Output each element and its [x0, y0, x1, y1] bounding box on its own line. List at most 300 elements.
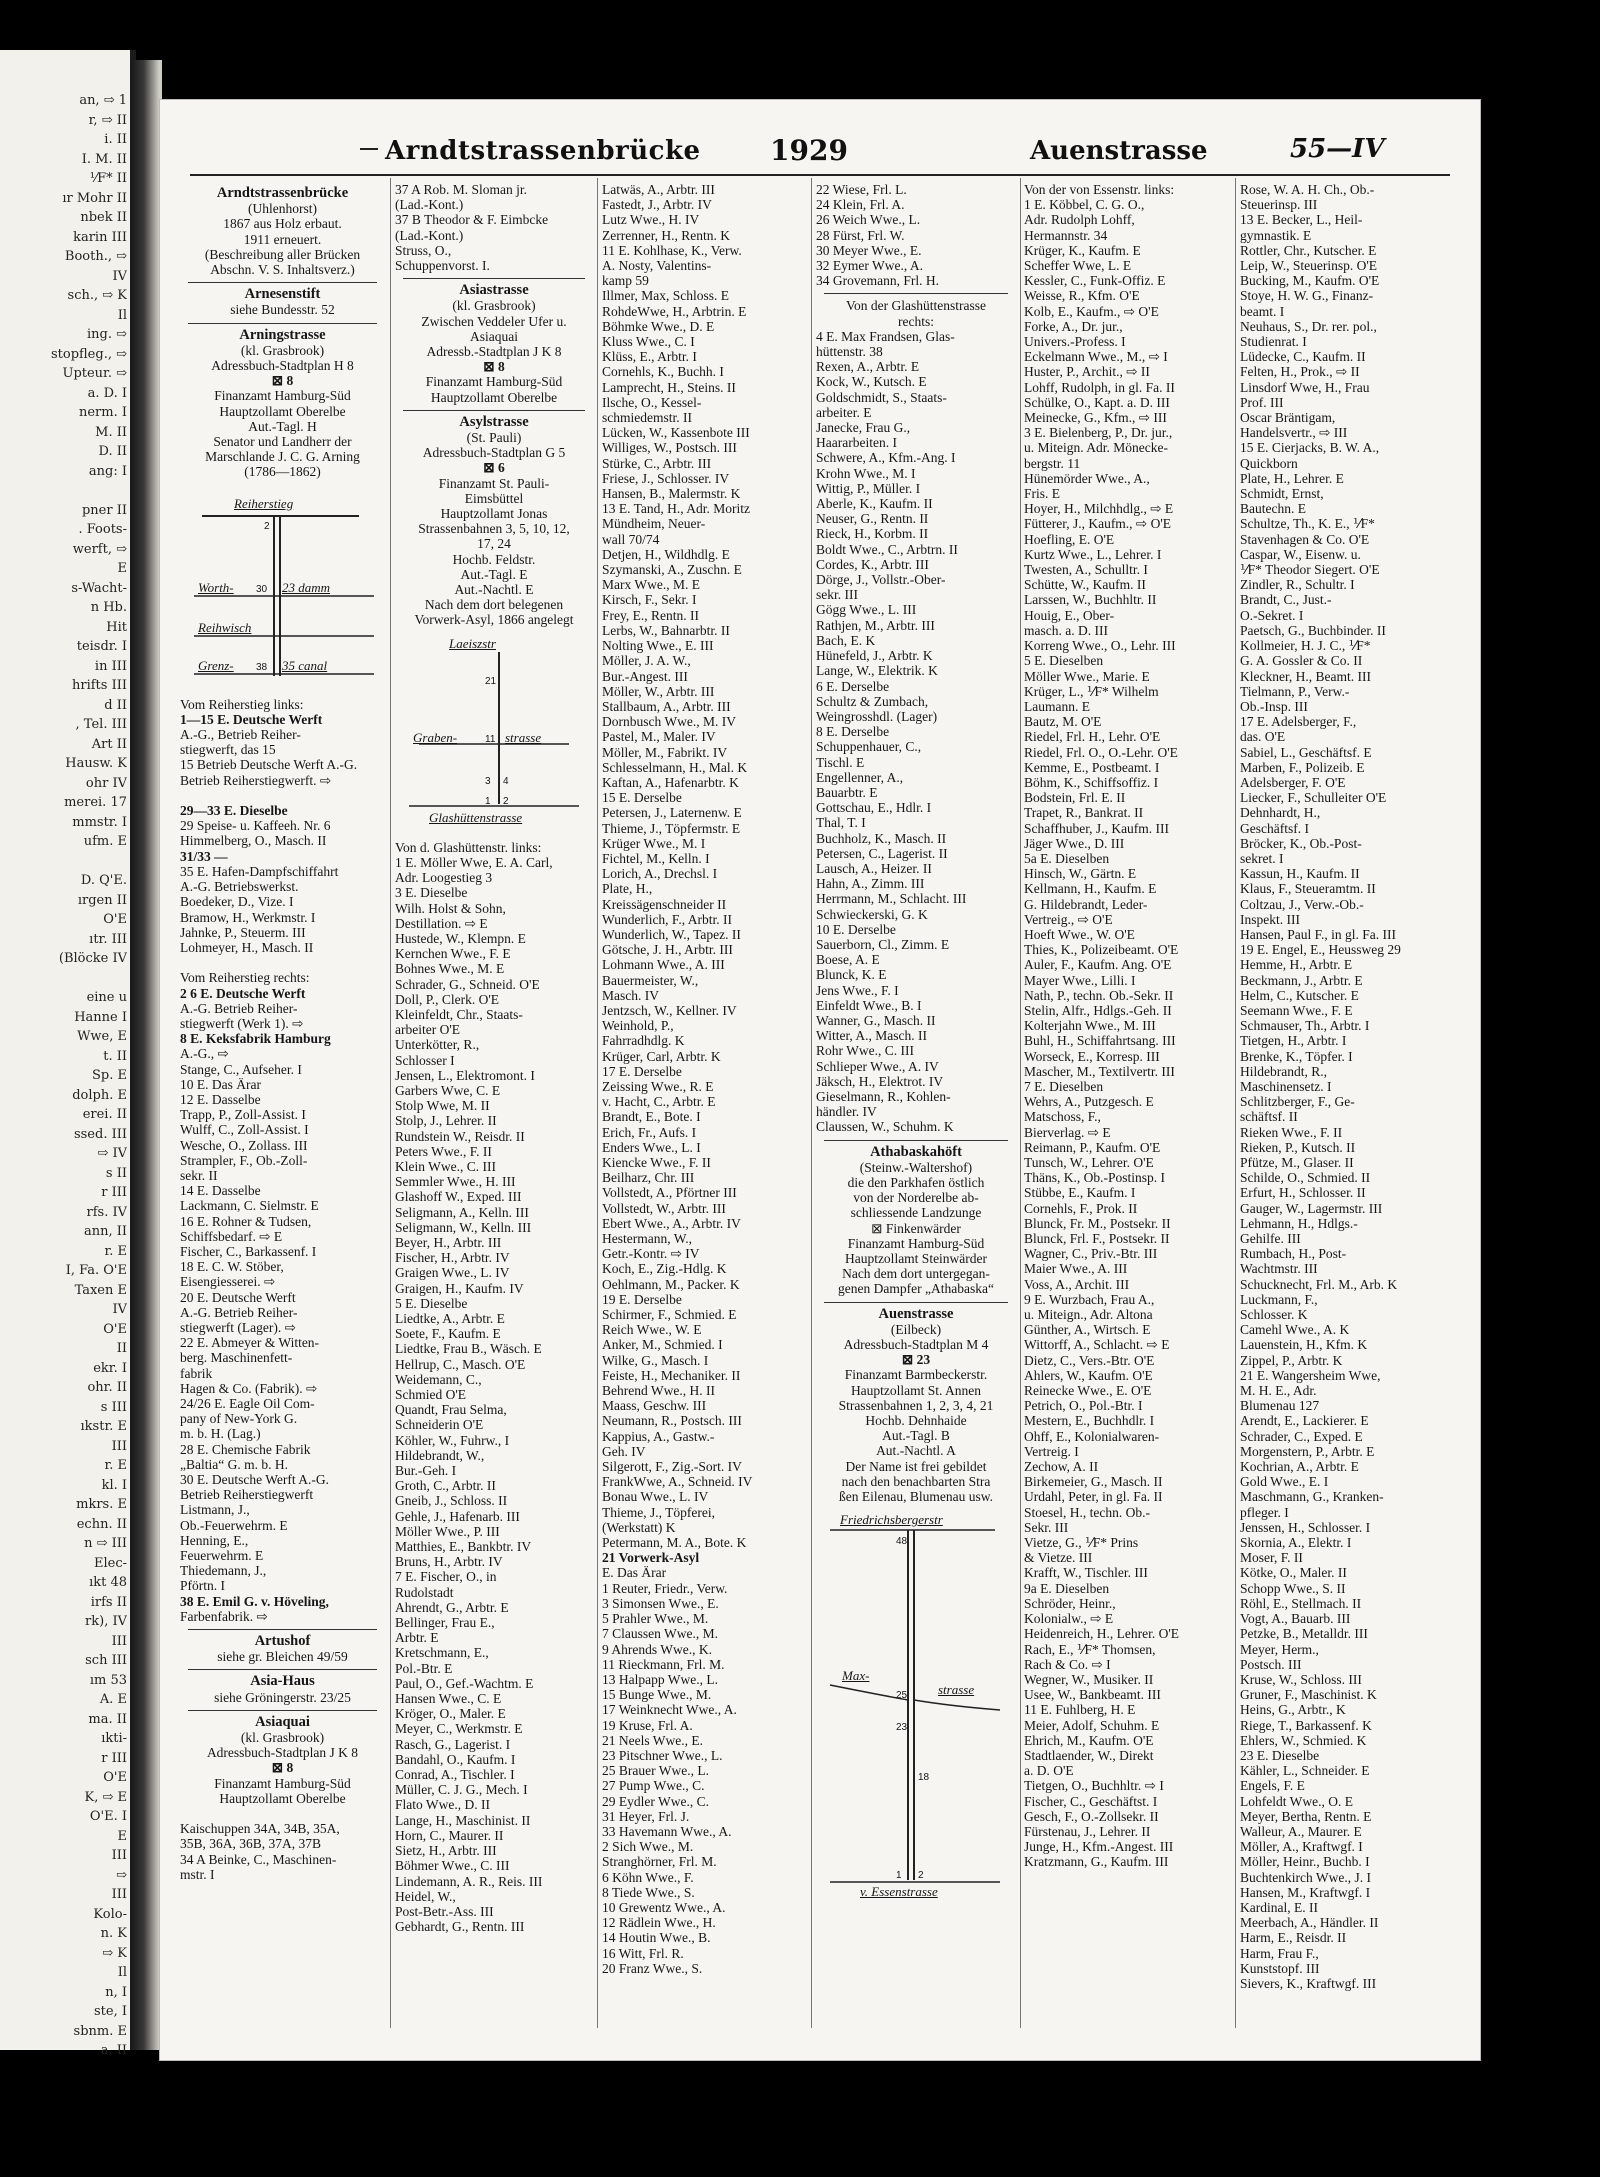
directory-entry: Vom Reiherstieg rechts: — [180, 970, 310, 986]
directory-entry: a. D. O'E — [1024, 1763, 1074, 1779]
directory-entry: Friese, J., Schlosser. IV — [602, 470, 730, 486]
directory-entry: Wagner, C., Priv.-Btr. III — [1024, 1246, 1158, 1262]
directory-entry: 5 E. Dieselbe — [395, 1295, 468, 1311]
directory-entry: Pförtn. I — [180, 1578, 225, 1594]
directory-entry: 7 E. Fischer, O., in — [395, 1569, 497, 1585]
directory-entry: Seemann Wwe., F. E — [1240, 1002, 1353, 1018]
directory-entry: gymnastik. E — [1240, 227, 1312, 243]
directory-entry: m. b. H. (Lag.) — [180, 1426, 261, 1442]
directory-entry: 10 E. Derselbe — [816, 921, 896, 937]
directory-entry: Lange, H., Maschinist. II — [395, 1812, 531, 1828]
left-page-text: ıkstr. E — [80, 1419, 127, 1434]
directory-entry: 14 Houtin Wwe., B. — [602, 1930, 711, 1946]
map-house-number: 30 — [256, 583, 268, 595]
directory-entry: Horn, C., Maurer. II — [395, 1827, 504, 1843]
directory-entry: Kassun, H., Kaufm. II — [1240, 866, 1360, 882]
directory-entry: Handelsvertr., ⇨ III — [1240, 425, 1348, 441]
directory-entry: Gehilfe. III — [1240, 1231, 1301, 1247]
directory-entry: Hoefling, E. O'E — [1024, 531, 1115, 547]
directory-entry: Kochrian, A., Arbtr. E — [1240, 1459, 1359, 1475]
directory-entry: Bramow, H., Werkmstr. I — [180, 909, 316, 925]
directory-entry: Klaus, F., Steueramtm. II — [1240, 881, 1376, 897]
left-page-text: sch III — [85, 1653, 127, 1668]
directory-entry: RohdeWwe, H., Arbtrin. E — [602, 303, 747, 319]
left-page-text: E — [117, 1828, 127, 1844]
directory-entry: Ohff, E., Kolonialwaren- — [1024, 1428, 1160, 1444]
directory-entry: Liecker, F., Schulleiter O'E — [1240, 790, 1387, 806]
directory-entry: 2 Sich Wwe., M. — [602, 1839, 694, 1855]
directory-entry: Seligmann, W., Kelln. III — [395, 1219, 532, 1235]
directory-entry: Marben, F., Polizeib. E — [1240, 759, 1365, 775]
directory-entry: Zwischen Veddeler Ufer u. — [421, 313, 567, 329]
directory-entry: Hauptzollamt St. Annen — [850, 1382, 982, 1398]
directory-entry: Thieme, J., Töpfermstr. E — [602, 820, 741, 836]
header-left-street: Arndtstrassenbrücke — [385, 136, 701, 166]
directory-entry: Aut.-Tagl. H — [248, 418, 317, 434]
left-page-text: Hanne I — [74, 1009, 127, 1025]
directory-entry: Hauptzollamt Oberelbe — [219, 1790, 346, 1806]
left-page-text: II — [116, 1341, 127, 1356]
directory-entry: Feiste, H., Mechaniker. II — [602, 1367, 741, 1383]
directory-entry: Jensen, L., Elektromont. I — [395, 1067, 535, 1083]
directory-entry: Bucking, M., Kaufm. O'E — [1240, 273, 1380, 289]
directory-entry: (St. Pauli) — [466, 430, 522, 446]
directory-entry: (Werkstatt) K — [602, 1519, 676, 1535]
directory-entry: Kähler, L., Schneider. E — [1240, 1763, 1370, 1779]
left-page-text: hrifts III — [72, 678, 127, 693]
directory-entry: 15 E. Derselbe — [602, 790, 682, 806]
directory-entry: Buchtenkirch Wwe., J. I — [1240, 1869, 1371, 1885]
directory-entry: Petzke, B., Metalldr. III — [1240, 1626, 1368, 1642]
directory-entry: Blunck, K. E — [816, 967, 887, 983]
directory-entry: Möller, Heinr., Buchb. I — [1240, 1854, 1370, 1870]
directory-entry: Ehrich, M., Kaufm. O'E — [1024, 1732, 1154, 1748]
directory-entry: Inspekt. III — [1240, 911, 1300, 927]
column-2 — [395, 182, 593, 2022]
directory-entry: Lüdecke, C., Kaufm. II — [1240, 349, 1366, 365]
left-page-text: eine u — [86, 990, 127, 1005]
directory-entry: Geh. IV — [602, 1443, 646, 1459]
directory-entry: Finanzamt Hamburg-Süd — [214, 1775, 351, 1791]
left-page-text: s II — [105, 1165, 127, 1181]
directory-entry: Enders Wwe., L. I — [602, 1139, 701, 1155]
directory-entry: Rudolstadt — [395, 1584, 454, 1600]
street-heading: Artushof — [254, 1633, 311, 1650]
directory-entry: FrankWwe, A., Schneid. IV — [602, 1474, 753, 1490]
column-divider — [597, 178, 598, 2028]
map-street-label: 35 canal — [282, 657, 328, 673]
left-page-text: ann, II — [83, 1224, 127, 1239]
directory-entry: Möller Wwe., Marie. E — [1024, 668, 1150, 684]
directory-entry: Zindler, R., Schultr. I — [1240, 577, 1355, 593]
left-page-text: Hit — [106, 619, 127, 635]
left-page-text: III — [111, 1887, 127, 1902]
directory-entry: Rach & Co. ⇨ I — [1024, 1656, 1111, 1672]
directory-entry: Haararbeiten. I — [816, 435, 897, 451]
directory-entry: Schlosser I — [395, 1052, 455, 1068]
directory-entry: Linsdorf Wwe, H., Frau — [1240, 379, 1370, 395]
map-house-number: 48 — [896, 1536, 908, 1548]
directory-entry: Neumann, R., Postsch. III — [602, 1413, 742, 1429]
left-page-text: O'E. I — [89, 1809, 127, 1824]
directory-entry: Schucknecht, Frl. M., Arb. K — [1240, 1276, 1398, 1292]
directory-entry: Prof. III — [1240, 394, 1284, 410]
directory-entry: Wilh. Holst & Sohn, — [395, 900, 506, 916]
directory-entry: Lange, W., Elektrik. K — [816, 663, 938, 679]
directory-entry: Fütterer, J., Kaufm., ⇨ O'E — [1024, 516, 1172, 532]
directory-entry: 21 E. Wangersheim Wwe, — [1240, 1367, 1381, 1383]
directory-entry: 2 6 E. Deutsche Werft — [180, 985, 306, 1001]
directory-entry: 17 E. Adelsberger, F., — [1240, 714, 1357, 730]
directory-entry: Kluss Wwe., C. I — [602, 334, 695, 350]
left-page-fragment — [0, 50, 136, 2058]
directory-entry: Beilharz, Chr. III — [602, 1170, 695, 1186]
directory-entry: Kolb, E., Kaufm., ⇨ O'E — [1024, 303, 1159, 319]
directory-entry: Schopp Wwe., S. II — [1240, 1580, 1346, 1596]
directory-entry: Kurtz Wwe., L., Lehrer. I — [1024, 546, 1162, 562]
directory-entry: Anker, M., Schmied. I — [602, 1337, 723, 1353]
directory-entry: Usee, W., Bankbeamt. III — [1024, 1687, 1161, 1703]
street-heading: Asiaquai — [255, 1713, 310, 1730]
directory-entry: Stange, C., Aufseher. I — [180, 1061, 302, 1077]
directory-entry: (kl. Grasbrook) — [240, 1730, 325, 1746]
directory-entry: Krüger, L., ⅟F* Wilhelm — [1024, 683, 1159, 699]
left-page-text: ıkt 48 — [89, 1575, 127, 1590]
directory-entry: Tischl. E — [816, 754, 865, 770]
directory-entry: 23 Pitschner Wwe., L. — [602, 1747, 723, 1763]
directory-entry: E. Das Ärar — [602, 1565, 667, 1581]
directory-entry: Gottschau, E., Hdlr. I — [816, 800, 932, 816]
directory-entry: 30 E. Deutsche Werft A.-G. — [180, 1472, 330, 1488]
directory-entry: Rasch, G., Lagerist. I — [395, 1736, 511, 1752]
directory-entry: Arendt, E., Lackierer. E — [1240, 1413, 1369, 1429]
left-page-text: ing. ⇨ — [86, 327, 127, 342]
directory-entry: Cornehls, F., Prok. II — [1024, 1200, 1138, 1216]
directory-entry: 1—15 E. Deutsche Werft — [180, 711, 323, 727]
directory-entry: G. Hildebrandt, Leder- — [1024, 896, 1148, 912]
directory-entry: Lohmann Wwe., A. III — [602, 957, 725, 973]
directory-entry: Strassenbahnen 1, 2, 3, 4, 21 — [838, 1397, 994, 1413]
directory-entry: Kolonialw., ⇨ E — [1024, 1611, 1114, 1627]
directory-entry: Schirmer, F., Schmied. E — [602, 1307, 737, 1323]
directory-entry: Peters Wwe., F. II — [395, 1143, 492, 1159]
directory-entry: Auler, F., Kaufm. Ang. O'E — [1024, 957, 1172, 973]
directory-entry: Hochb. Dehnhaide — [865, 1413, 967, 1429]
directory-entry: Stranghörner, Frl. M. — [602, 1854, 717, 1870]
column-4 — [816, 182, 1016, 2022]
left-page-text: stopfleg., ⇨ — [50, 346, 127, 362]
directory-entry: (Lad.-Kont.) — [395, 227, 464, 243]
directory-entry: 19 E. Engel, E., Heussweg 29 — [1240, 942, 1401, 958]
directory-entry: beamt. I — [1240, 303, 1285, 319]
map-house-number: 23 — [896, 1722, 908, 1734]
directory-entry: Krüger, Carl, Arbtr. K — [602, 1048, 721, 1064]
directory-entry: Gögg Wwe., L. III — [816, 602, 917, 618]
directory-entry: Lutz Wwe., H. IV — [602, 212, 700, 228]
directory-entry: (Eilbeck) — [890, 1321, 942, 1337]
left-page-text: pner II — [81, 502, 127, 518]
directory-entry: Meyer, Herm., — [1240, 1641, 1319, 1657]
directory-entry: 32 Eymer Wwe., A. — [816, 258, 923, 274]
directory-entry: Kaftan, A., Hafenarbtr. K — [602, 774, 739, 790]
directory-entry: Kernchen Wwe., F. E — [395, 946, 511, 962]
directory-entry: Schülke, O., Kapt. a. D. III — [1024, 394, 1170, 410]
directory-entry: Vertreig., ⇨ O'E — [1024, 911, 1113, 927]
directory-entry: Schmied O'E — [395, 1387, 467, 1402]
directory-entry: Zeissing Wwe., R. E — [602, 1078, 714, 1094]
directory-entry: Tunsch, W., Lehrer. O'E — [1024, 1155, 1154, 1170]
directory-entry: Mestern, E., Buchhdlr. I — [1024, 1413, 1155, 1429]
directory-entry: 1911 erneuert. — [243, 231, 322, 247]
directory-entry: ßen Eilenau, Blumenau usw. — [839, 1489, 993, 1505]
directory-entry: Hemme, H., Arbtr. E — [1240, 957, 1353, 973]
directory-entry: Helm, C., Kutscher. E — [1240, 987, 1359, 1003]
directory-entry: 7 E. Dieselben — [1024, 1078, 1104, 1094]
directory-entry: 5a E. Dieselben — [1024, 850, 1110, 866]
directory-entry: Wanner, G., Masch. II — [816, 1012, 936, 1028]
directory-entry: Farbenfabrik. ⇨ — [180, 1608, 268, 1624]
left-page-text: Booth., ⇨ — [64, 249, 127, 264]
directory-entry: 8 E. Keksfabrik Hamburg — [180, 1031, 331, 1047]
directory-entry — [180, 788, 385, 803]
directory-entry: Lerbs, W., Bahnarbtr. II — [602, 622, 730, 638]
directory-entry: sekret. I — [1240, 850, 1284, 866]
directory-entry: Wachtmstr. III — [1240, 1261, 1318, 1277]
directory-entry: Krüger, K., Kaufm. E — [1024, 242, 1141, 258]
directory-entry: Scheffer Wwe, L. E — [1024, 258, 1132, 274]
directory-entry: stiegwerft (Werk 1). ⇨ — [180, 1015, 304, 1031]
directory-entry: Stelin, Alfr., Hdlgs.-Geh. II — [1024, 1002, 1172, 1018]
directory-entry: 17 E. Derselbe — [602, 1063, 682, 1079]
street-heading: Asylstrasse — [459, 413, 529, 430]
directory-entry: Szymanski, A., Zuschn. E — [602, 562, 742, 578]
left-page-text: s III — [100, 1399, 127, 1415]
directory-entry: Fastedt, J., Arbtr. IV — [602, 197, 712, 213]
directory-entry: Kunststopf. III — [1240, 1960, 1320, 1976]
directory-entry: (Uhlenhorst) — [248, 201, 317, 217]
directory-entry: Gruner, F., Maschinist. K — [1240, 1687, 1377, 1703]
directory-entry: Hoyer, H., Milchhdlg., ⇨ E — [1024, 501, 1174, 517]
directory-entry: Stallbaum, A., Arbtr. III — [602, 698, 731, 714]
column-1 — [180, 182, 385, 2022]
directory-entry: 9 E. Wurzbach, Frau A., — [1024, 1291, 1155, 1307]
directory-entry: Stadtlaender, W., Direkt — [1024, 1747, 1154, 1763]
directory-entry: Weinhold, P., — [602, 1018, 674, 1034]
book-gutter — [132, 60, 162, 2050]
directory-entry: M. H. E., Adr. — [1240, 1383, 1317, 1399]
directory-entry: Hildebrandt, R., — [1240, 1063, 1327, 1079]
directory-entry: Garbers Wwe, C. E — [395, 1082, 501, 1098]
left-page-text: rfs. IV — [86, 1204, 127, 1220]
directory-entry: Hauptzollamt Oberelbe — [219, 403, 346, 419]
directory-entry: Doll, P., Clerk. O'E — [395, 991, 500, 1007]
directory-entry: & Vietze. III — [1024, 1550, 1093, 1566]
directory-entry: Erfurt, H., Schlosser. II — [1240, 1185, 1366, 1201]
directory-entry: Böhmke Wwe., D. E — [602, 318, 715, 334]
directory-entry: Meyer, Bertha, Rentn. E — [1240, 1808, 1372, 1824]
directory-entry: siehe Bundesstr. 52 — [230, 302, 335, 318]
directory-entry: Adressbuch-Stadtplan J K 8 — [206, 1745, 359, 1761]
directory-entry: A.-G., Betrieb Reiher- — [180, 727, 301, 743]
left-page-text: r III — [101, 1750, 127, 1766]
directory-entry: Reimann, P., Kaufm. O'E — [1024, 1139, 1161, 1155]
directory-entry: Von der von Essenstr. links: — [1024, 182, 1175, 197]
directory-entry: 11 E. Fuhlberg, H. E — [1024, 1702, 1136, 1718]
directory-entry: Adelsberger, F. O'E — [1240, 774, 1346, 790]
directory-entry: 29—33 E. Dieselbe — [180, 803, 288, 819]
directory-entry: stiegwerft (Lager). ⇨ — [180, 1319, 296, 1335]
header-dash — [360, 148, 378, 150]
directory-entry: Claussen, W., Schuhm. K — [816, 1119, 954, 1135]
directory-entry: Petersen, C., Lagerist. II — [816, 845, 948, 861]
directory-entry: Krüger Wwe., M. I — [602, 835, 706, 851]
left-page-text: teisdr. I — [76, 639, 127, 654]
left-page-text: O'E — [103, 912, 127, 927]
directory-entry: Schröder, Heinr., — [1024, 1595, 1116, 1611]
directory-entry: Finanzamt Hamburg-Süd — [214, 388, 351, 404]
directory-entry: Henning, E., — [180, 1532, 249, 1548]
directory-entry: Fischer, H., Arbtr. IV — [395, 1250, 510, 1266]
directory-entry: Bruns, H., Arbtr. IV — [395, 1554, 503, 1570]
directory-entry: ⊠ 23 — [901, 1352, 931, 1368]
directory-entry: Fischer, C., Geschäftst. I — [1024, 1793, 1158, 1809]
street-heading: Arningstrasse — [239, 326, 326, 343]
directory-entry: siehe gr. Bleichen 49/59 — [217, 1649, 348, 1665]
left-page-text: mkrs. E — [76, 1497, 127, 1512]
map-street-label: 23 damm — [282, 579, 331, 595]
directory-entry: Neuhaus, S., Dr. rer. pol., — [1240, 318, 1377, 334]
directory-entry: Oehlmann, M., Packer. K — [602, 1276, 740, 1292]
directory-entry: Dornbusch Wwe., M. IV — [602, 714, 736, 730]
directory-entry: (kl. Grasbrook) — [240, 342, 325, 358]
directory-entry: Fürstenau, J., Lehrer. II — [1024, 1823, 1151, 1839]
directory-entry: Bautechn. E — [1240, 501, 1306, 517]
directory-entry: Köhler, W., Fuhrw., I — [395, 1432, 510, 1448]
directory-entry: Aut.-Tagl. B — [882, 1428, 950, 1444]
directory-entry: Fischer, C., Barkassenf. I — [180, 1243, 317, 1259]
left-page-text: ⇨ IV — [97, 1146, 127, 1161]
directory-entry: (1786—1862) — [244, 464, 321, 480]
street-heading: Athabaskahöft — [870, 1143, 962, 1160]
directory-entry: pany of New-York G. — [180, 1411, 298, 1427]
directory-entry: „Baltia“ G. m. b. H. — [180, 1456, 288, 1472]
header-year: 1929 — [770, 134, 848, 167]
directory-entry: Lehmann, H., Hdlgs.- — [1240, 1215, 1358, 1231]
directory-entry: Bur.-Geh. I — [395, 1463, 457, 1479]
section-rule — [188, 323, 377, 324]
directory-entry: Der Name ist frei gebildet — [845, 1458, 987, 1474]
directory-entry: Aut.-Nachtl. A — [876, 1443, 956, 1459]
directory-entry: Pol.-Btr. E — [395, 1660, 453, 1676]
directory-entry: Bröcker, K., Ob.-Post- — [1240, 835, 1362, 851]
directory-entry: u. Miteign., Adr. Altona — [1024, 1307, 1153, 1323]
directory-entry: 4 E. Max Frandsen, Glas- — [816, 328, 955, 344]
directory-entry: Jenssen, H., Schlosser. I — [1240, 1519, 1371, 1535]
street-map-arningstrasse — [184, 486, 381, 691]
directory-entry: Betrieb Reiherstiegwerft — [180, 1487, 314, 1503]
directory-entry: Hansen, Paul F., in gl. Fa. III — [1240, 926, 1397, 942]
directory-entry: masch. a. D. III — [1024, 622, 1108, 638]
directory-entry: das. O'E — [1240, 729, 1286, 745]
directory-entry: 3 E. Bielenberg, P., Dr. jur., — [1024, 425, 1173, 441]
directory-entry: Rieken, P., Kutsch. II — [1240, 1139, 1356, 1155]
directory-entry: Morgenstern, P., Arbtr. E — [1240, 1443, 1375, 1459]
directory-entry: 16 Witt, Frl. R. — [602, 1945, 684, 1961]
directory-entry: Liedtke, Frau B., Wäsch. E — [395, 1341, 542, 1357]
map-street-label: Laeiszstr — [449, 635, 496, 651]
directory-entry: Lauenstein, H., Kfm. K — [1240, 1337, 1368, 1353]
directory-entry: Nach dem dort belegenen — [424, 597, 564, 613]
left-page-text: an, ⇨ 1 — [79, 93, 127, 108]
map-street-label: Grenz- — [198, 657, 234, 673]
directory-entry: Böhmer Wwe., C. III — [395, 1858, 510, 1874]
directory-entry: Riege, T., Barkassenf. K — [1240, 1717, 1372, 1733]
left-page-text: Il — [117, 1965, 127, 1980]
directory-entry: Blunck, Fr. M., Postsekr. II — [1024, 1215, 1171, 1231]
left-page-text: Hausw. K — [65, 756, 127, 771]
directory-entry: Adr. Rudolph Lohff, — [1024, 212, 1135, 228]
directory-entry: 17, 24 — [477, 536, 511, 552]
left-page-text: r. E — [104, 1243, 127, 1259]
left-page-text: Sp. E — [92, 1068, 127, 1083]
directory-entry: Ehlers, W., Schmied. K — [1240, 1732, 1367, 1748]
directory-entry: Nolting Wwe., E. III — [602, 638, 714, 654]
directory-entry: Zechow, A. II — [1024, 1459, 1099, 1475]
directory-entry: 34 A Beinke, C., Maschinen- — [180, 1851, 337, 1867]
directory-entry: Finanzamt Hamburg-Süd — [847, 1235, 985, 1251]
directory-entry: Schultz & Zumbach, — [816, 693, 929, 709]
directory-entry: schliessende Landzunge — [850, 1205, 982, 1221]
directory-entry: schäftsf. II — [1240, 1109, 1298, 1125]
directory-entry: Schlosser. K — [1240, 1307, 1308, 1323]
directory-entry: 1 Reuter, Friedr., Verw. — [602, 1580, 728, 1596]
directory-entry: Böhm, K., Schiffsoffiz. I — [1024, 774, 1159, 790]
left-page-text: nbek II — [80, 210, 127, 225]
directory-entry: Kock, W., Kutsch. E — [816, 374, 927, 390]
left-page-text: a. II — [100, 2043, 127, 2058]
directory-entry: 28 E. Chemische Fabrik — [180, 1441, 311, 1457]
left-page-text: n, I — [105, 1984, 127, 2000]
left-page-text: ırgen II — [77, 892, 127, 908]
directory-entry: Hoeft Wwe., W. O'E — [1024, 926, 1135, 942]
directory-entry: Beckmann, J., Arbtr. E — [1240, 972, 1363, 988]
directory-entry: 33 Havemann Wwe., A. — [602, 1823, 732, 1839]
directory-entry: Coltzau, J., Verw.-Ob.- — [1240, 896, 1364, 912]
directory-entry: Dietz, C., Vers.-Btr. O'E — [1024, 1352, 1155, 1368]
directory-entry: Stübbe, E., Kaufm. I — [1024, 1185, 1136, 1201]
directory-entry: Stolp, J., Lehrer. II — [395, 1113, 497, 1129]
left-page-text: ım 53 — [89, 1672, 127, 1688]
directory-entry: Fris. E — [1024, 486, 1061, 502]
left-page-text: n Hb. — [90, 600, 127, 615]
directory-entry: Williges, W., Postsch. III — [602, 440, 737, 456]
column-5 — [1024, 182, 1231, 2022]
directory-entry: Unterkötter, R., — [395, 1037, 480, 1053]
directory-entry: 18 E. C. W. Stöber, — [180, 1259, 284, 1275]
directory-entry: Eisengiesserei. ⇨ — [180, 1274, 276, 1290]
left-page-text: t. II — [103, 1048, 127, 1064]
left-page-text: , Tel. III — [75, 717, 127, 732]
directory-entry: Cordes, K., Arbtr. III — [816, 556, 929, 572]
directory-entry: Jentzsch, W., Kellner. IV — [602, 1002, 737, 1018]
directory-entry: Hünemörder Wwe., A., — [1024, 470, 1150, 486]
directory-entry: Glashoff W., Exped. III — [395, 1189, 522, 1205]
left-page-text: K, ⇨ E — [84, 1789, 127, 1805]
directory-entry: Bach, E. K — [816, 632, 876, 648]
directory-entry: Gneib, J., Schloss. II — [395, 1493, 508, 1509]
directory-entry: Asiaquai — [470, 328, 518, 344]
directory-entry: Finanzamt Hamburg-Süd — [425, 374, 563, 390]
